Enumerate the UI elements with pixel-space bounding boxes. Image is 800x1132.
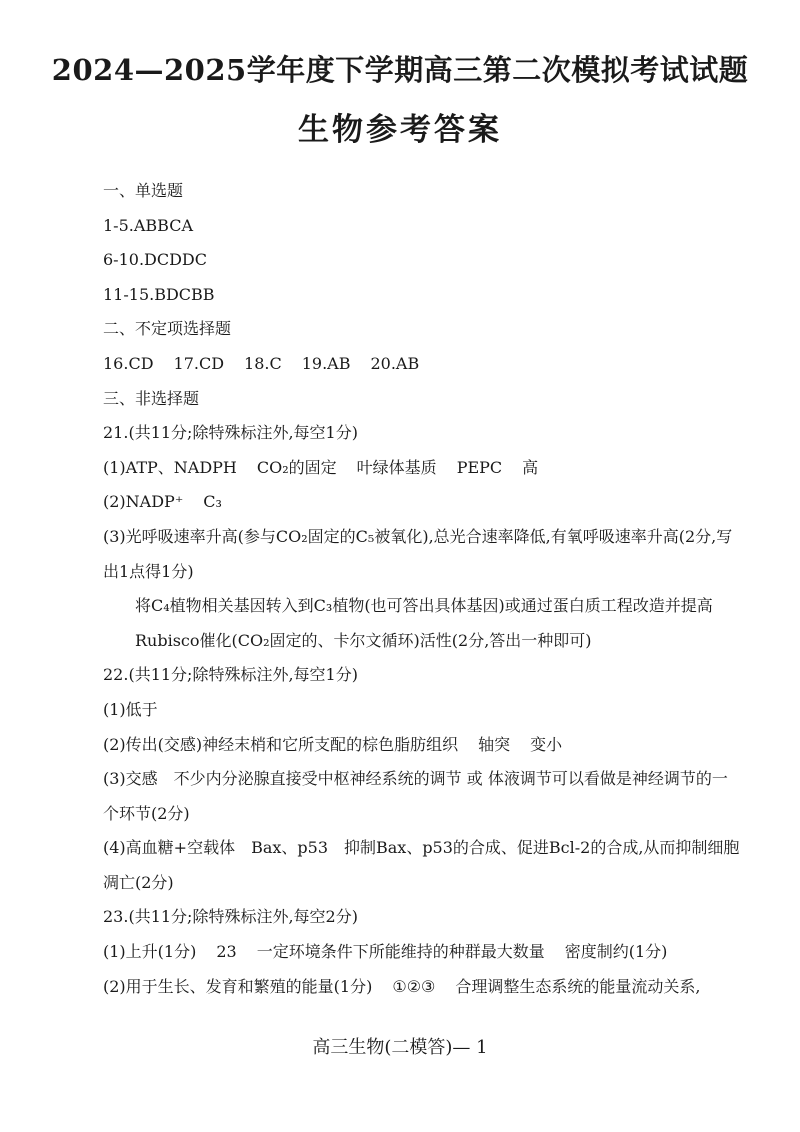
exam-title: 2024—2025学年度下学期高三第二次模拟考试试题 xyxy=(51,53,749,87)
answer-item: 变小 xyxy=(530,734,563,754)
answer-item: 合理调整生态系统的能量流动关系, xyxy=(455,976,701,996)
section-heading-nonchoice: 三、非选择题 xyxy=(103,388,200,408)
q21-part3: (3)光呼吸速率升高(参与CO₂固定的C₅被氧化),总光合速率降低,有氧呼吸速率升高(2分,写出1点得1分) xyxy=(103,526,733,581)
q23-part1 xyxy=(103,935,743,970)
answer-item: 17.CD xyxy=(173,353,225,373)
answer-item: PEPC xyxy=(456,457,503,477)
answer-item: 密度制约(1分) xyxy=(564,942,668,962)
q23-part2 xyxy=(103,970,743,1005)
q22-part3: (3)交感 不少内分泌腺直接受中枢神经系统的调节 或 体液调节可以看做是神经调节的一个环节(2分) xyxy=(103,769,728,823)
answer-row: 11-15.BDCBB xyxy=(103,284,215,304)
answer-row: 6-10.DCDDC xyxy=(103,250,207,270)
answer-item: (2)传出(交感)神经末梢和它所支配的棕色脂肪组织 xyxy=(103,734,459,754)
q22-head: 22.(共11分;除特殊标注外,每空1分) xyxy=(103,665,358,685)
answer-item: 16.CD xyxy=(103,353,154,373)
answer-item: 19.AB xyxy=(301,353,351,373)
multi-answers-row xyxy=(103,347,743,382)
answer-item: (2)NADP⁺ xyxy=(103,492,184,512)
answer-item: 高 xyxy=(522,457,539,477)
section-heading-multi: 二、不定项选择题 xyxy=(103,319,232,339)
answer-item: C₃ xyxy=(203,492,222,512)
q21-head: 21.(共11分;除特殊标注外,每空1分) xyxy=(103,423,358,443)
q22-part4: (4)高血糖+空载体 Bax、p53 抑制Bax、p53的合成、促进Bcl-2的合成,从而抑制细胞凋亡(2分) xyxy=(103,838,740,892)
q22-part2 xyxy=(103,728,743,763)
answer-row: 1-5.ABBCA xyxy=(103,215,194,235)
q21-part1 xyxy=(103,451,743,486)
page-footer: 高三生物(二模答)— 1 xyxy=(312,1037,488,1058)
answer-item: (1)ATP、NADPH xyxy=(103,457,237,477)
answer-body xyxy=(103,174,743,1004)
answer-item: 20.AB xyxy=(370,353,420,373)
answer-item: 叶绿体基质 xyxy=(356,457,437,477)
answer-item: (1)上升(1分) xyxy=(103,942,197,962)
q21-part2 xyxy=(103,485,743,520)
answer-item: 一定环境条件下所能维持的种群最大数量 xyxy=(256,942,545,962)
answer-item: CO₂的固定 xyxy=(256,457,337,477)
q23-head: 23.(共11分;除特殊标注外,每空2分) xyxy=(103,907,358,927)
answer-item: 23 xyxy=(216,942,237,962)
section-heading-single: 一、单选题 xyxy=(103,181,184,200)
answer-item: ①②③ xyxy=(392,976,436,996)
answer-item: 轴突 xyxy=(478,734,511,754)
q22-part1: (1)低于 xyxy=(103,699,158,719)
answer-item: 18.C xyxy=(244,353,282,373)
answer-item: (2)用于生长、发育和繁殖的能量(1分) xyxy=(103,976,373,996)
q21-part4: 将C₄植物相关基因转入到C₃植物(也可答出具体基因)或通过蛋白质工程改造并提高Rubisco催化(CO₂固定的、卡尔文循环)活性(2分,答出一种即可) xyxy=(135,596,713,650)
subject-title: 生物参考答案 xyxy=(298,112,502,148)
